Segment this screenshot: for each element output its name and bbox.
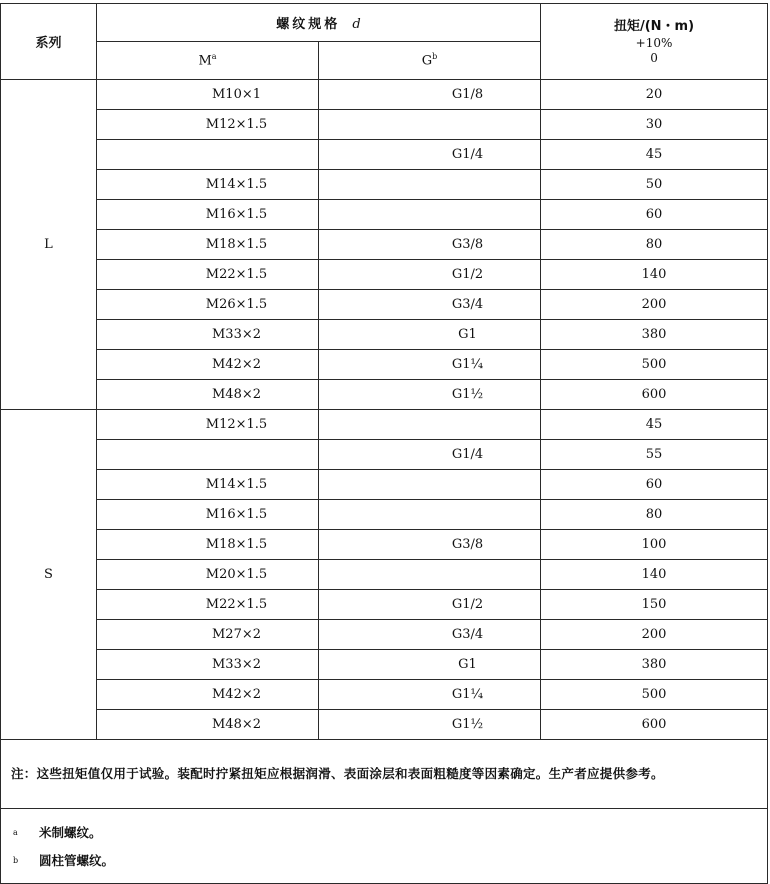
torque-tolerance-lower: 0	[650, 50, 658, 65]
metric-thread-cell: M48×2	[97, 710, 319, 740]
table-row	[1, 350, 768, 380]
torque-tolerance-upper: +10%	[635, 35, 673, 50]
series-header: 系列	[1, 4, 97, 80]
metric-thread-cell: M16×1.5	[97, 200, 319, 230]
table-row	[1, 110, 768, 140]
torque-header	[541, 4, 768, 80]
torque-cell: 150	[541, 590, 768, 620]
torque-cell: 20	[541, 80, 768, 110]
footnote-b: b 圆柱管螺纹。	[13, 853, 115, 868]
pipe-thread-cell	[319, 560, 541, 590]
torque-spec-table	[0, 3, 768, 884]
thread-spec-label: 螺纹规格	[276, 17, 341, 32]
table-body	[1, 80, 768, 740]
torque-cell: 200	[541, 290, 768, 320]
pipe-thread-cell: G1	[319, 650, 541, 680]
metric-header: $M^a$	[97, 42, 319, 80]
torque-cell: 80	[541, 500, 768, 530]
torque-cell: 50	[541, 170, 768, 200]
pipe-thread-cell: G1¼	[319, 680, 541, 710]
footnote-a: a 米制螺纹。	[13, 825, 102, 840]
table-row	[1, 530, 768, 560]
metric-thread-cell: M33×2	[97, 320, 319, 350]
pipe-thread-cell: G1/2	[319, 590, 541, 620]
torque-cell: 45	[541, 140, 768, 170]
metric-thread-cell: M14×1.5	[97, 470, 319, 500]
table-row	[1, 620, 768, 650]
metric-thread-cell: M18×1.5	[97, 530, 319, 560]
pipe-thread-cell: G3/4	[319, 290, 541, 320]
table-row	[1, 230, 768, 260]
pipe-thread-cell: G1½	[319, 710, 541, 740]
pipe-header: $G^b$	[319, 42, 541, 80]
table-row	[1, 200, 768, 230]
metric-footnote-mark: a	[211, 52, 217, 62]
table-row	[1, 290, 768, 320]
torque-cell: 500	[541, 680, 768, 710]
table-row	[1, 410, 768, 440]
metric-thread-cell: M14×1.5	[97, 170, 319, 200]
pipe-thread-cell: G1½	[319, 380, 541, 410]
pipe-thread-cell	[319, 410, 541, 440]
metric-thread-cell: M12×1.5	[97, 410, 319, 440]
table-row	[1, 500, 768, 530]
metric-thread-cell: M10×1	[97, 80, 319, 110]
torque-cell: 55	[541, 440, 768, 470]
metric-thread-cell: M20×1.5	[97, 560, 319, 590]
table-row	[1, 170, 768, 200]
table-row	[1, 440, 768, 470]
footnotes-row	[1, 809, 768, 884]
torque-cell: 60	[541, 200, 768, 230]
table-row	[1, 650, 768, 680]
torque-cell: 140	[541, 260, 768, 290]
metric-thread-cell: M42×2	[97, 680, 319, 710]
metric-thread-cell	[97, 440, 319, 470]
pipe-thread-cell: G1¼	[319, 350, 541, 380]
metric-thread-cell: M26×1.5	[97, 290, 319, 320]
metric-thread-cell: M42×2	[97, 350, 319, 380]
torque-cell: 600	[541, 380, 768, 410]
pipe-thread-cell: G1/2	[319, 260, 541, 290]
metric-thread-cell: M22×1.5	[97, 260, 319, 290]
table-row	[1, 470, 768, 500]
torque-cell: 600	[541, 710, 768, 740]
torque-cell: 140	[541, 560, 768, 590]
torque-cell: 500	[541, 350, 768, 380]
pipe-thread-cell: G1/4	[319, 140, 541, 170]
torque-cell: 200	[541, 620, 768, 650]
metric-thread-cell: M33×2	[97, 650, 319, 680]
pipe-thread-cell	[319, 200, 541, 230]
pipe-thread-cell	[319, 500, 541, 530]
torque-cell: 80	[541, 230, 768, 260]
series-cell: S	[1, 410, 97, 740]
pipe-thread-cell	[319, 470, 541, 500]
metric-thread-cell	[97, 140, 319, 170]
pipe-thread-cell: G1/4	[319, 440, 541, 470]
table-row	[1, 140, 768, 170]
metric-thread-cell: M48×2	[97, 380, 319, 410]
table-row	[1, 710, 768, 740]
pipe-thread-cell: G3/8	[319, 530, 541, 560]
table-row	[1, 590, 768, 620]
header-row-1	[1, 4, 768, 42]
torque-cell: 45	[541, 410, 768, 440]
pipe-thread-cell	[319, 170, 541, 200]
note-text: 注：这些扭矩值仅用于试验。装配时拧紧扭矩应根据润滑、表面涂层和表面粗糙度等因素确定。生产者应提供参考。	[11, 766, 664, 781]
pipe-thread-cell: G1/8	[319, 80, 541, 110]
pipe-footnote-mark: b	[432, 52, 438, 62]
note-row	[1, 740, 768, 809]
metric-thread-cell: M16×1.5	[97, 500, 319, 530]
table-row	[1, 560, 768, 590]
metric-thread-cell: M18×1.5	[97, 230, 319, 260]
thread-spec-header	[97, 4, 541, 42]
thread-spec-symbol: d	[352, 17, 361, 32]
torque-cell: 380	[541, 650, 768, 680]
pipe-thread-cell	[319, 110, 541, 140]
series-cell: L	[1, 80, 97, 410]
metric-thread-cell: M22×1.5	[97, 590, 319, 620]
table-row	[1, 680, 768, 710]
table-row	[1, 380, 768, 410]
metric-thread-cell: M27×2	[97, 620, 319, 650]
notes-section	[1, 740, 768, 884]
pipe-thread-cell: G1	[319, 320, 541, 350]
pipe-thread-cell: G3/8	[319, 230, 541, 260]
table-row	[1, 320, 768, 350]
torque-cell: 380	[541, 320, 768, 350]
table-row	[1, 260, 768, 290]
torque-cell: 30	[541, 110, 768, 140]
table-row	[1, 80, 768, 110]
torque-cell: 100	[541, 530, 768, 560]
pipe-thread-cell: G3/4	[319, 620, 541, 650]
metric-thread-cell: M12×1.5	[97, 110, 319, 140]
torque-cell: 60	[541, 470, 768, 500]
torque-label: 扭矩/(N・m)	[613, 18, 695, 34]
